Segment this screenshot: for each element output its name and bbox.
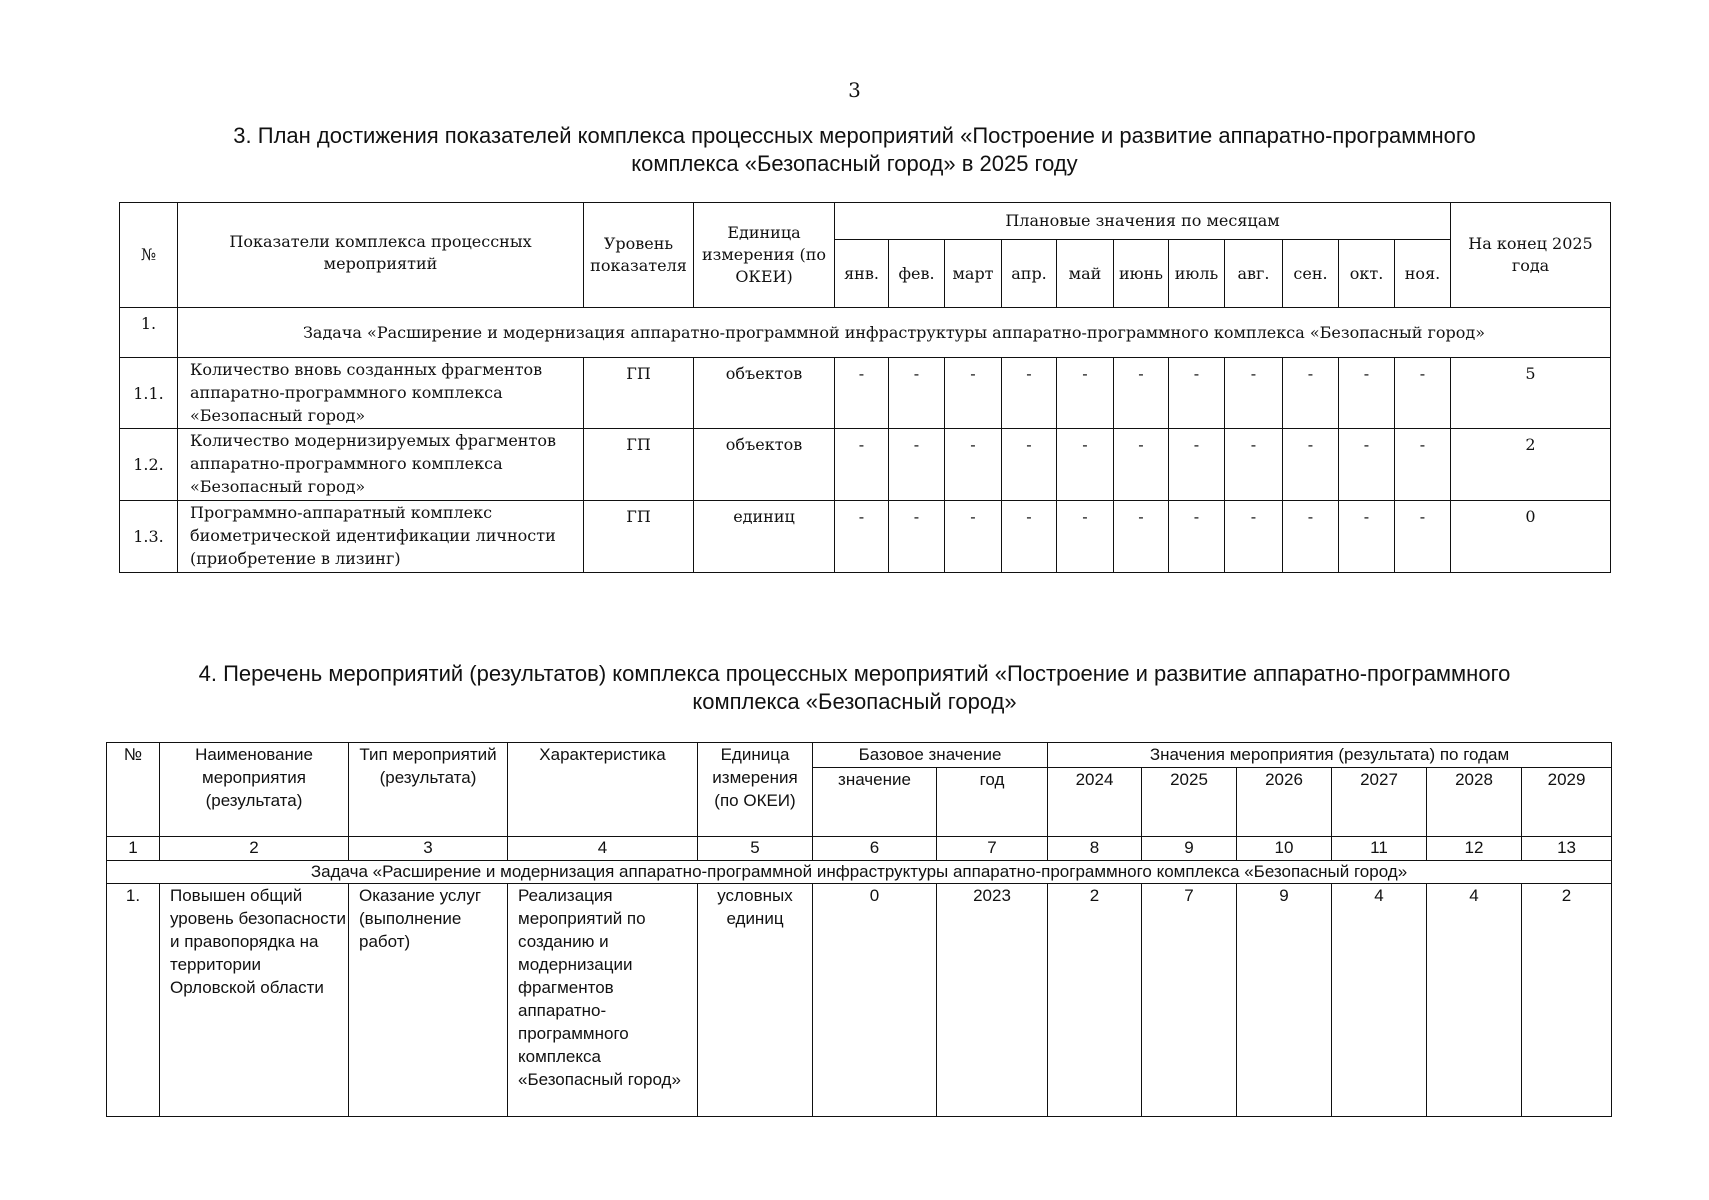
table-row (120, 358, 1611, 429)
row-unit: объектов (694, 429, 835, 501)
row-month-value: - (1395, 429, 1451, 501)
task-row (107, 861, 1612, 884)
column-index-row (107, 837, 1612, 861)
header-month: окт. (1339, 240, 1395, 308)
header-month: март (945, 240, 1002, 308)
row-year-value: 4 (1427, 884, 1522, 1117)
table-row (120, 501, 1611, 573)
row-month-value: - (889, 501, 945, 573)
row-month-value: - (1395, 358, 1451, 429)
row-num: 1.3. (120, 501, 178, 573)
row-name: Программно-аппаратный комплекс биометрической идентификации личности (приобретение в лизинг) (178, 501, 584, 573)
row-num: 1. (107, 884, 160, 1117)
header-year: 2027 (1332, 768, 1427, 837)
row-year-value: 2 (1048, 884, 1142, 1117)
section-4-title-line2: комплекса «Безопасный город» (692, 689, 1017, 714)
header-unit: Единица измерения (по ОКЕИ) (698, 743, 813, 837)
row-month-value: - (1114, 429, 1169, 501)
row-month-value: - (1339, 501, 1395, 573)
row-level: ГП (584, 358, 694, 429)
section-3-title (0, 122, 1709, 178)
header-level: Уровень показателя (584, 203, 694, 308)
row-month-value: - (1283, 501, 1339, 573)
section-4-title (0, 660, 1709, 716)
row-month-value: - (1002, 501, 1057, 573)
row-unit: условных единиц (698, 884, 813, 1117)
row-name: Количество вновь созданных фрагментов аппаратно-программного комплекса «Безопасный город» (178, 358, 584, 429)
task-num: 1. (120, 308, 178, 358)
row-base-year: 2023 (937, 884, 1048, 1117)
row-month-value: - (1169, 501, 1225, 573)
row-month-value: - (1225, 429, 1283, 501)
header-year: 2028 (1427, 768, 1522, 837)
section-3-title-line2: комплекса «Безопасный город» в 2025 году (631, 151, 1078, 176)
header-num: № (107, 743, 160, 837)
col-index: 6 (813, 837, 937, 861)
row-month-value: - (1114, 501, 1169, 573)
row-month-value: - (1114, 358, 1169, 429)
row-month-value: - (1002, 358, 1057, 429)
header-month: май (1057, 240, 1114, 308)
header-base-value: значение (813, 768, 937, 837)
task-text: Задача «Расширение и модернизация аппаратно-программной инфраструктуры аппаратно-программного комплекса «Безопасный город» (178, 308, 1611, 358)
activities-list-table (106, 742, 1612, 1117)
row-end-value: 5 (1451, 358, 1611, 429)
table-row (120, 429, 1611, 501)
header-month: ноя. (1395, 240, 1451, 308)
header-year: 2024 (1048, 768, 1142, 837)
header-month: апр. (1002, 240, 1057, 308)
header-month: июль (1169, 240, 1225, 308)
col-index: 11 (1332, 837, 1427, 861)
row-level: ГП (584, 429, 694, 501)
col-index: 10 (1237, 837, 1332, 861)
row-type: Оказание услуг (выполнение работ) (349, 884, 508, 1117)
header-unit: Единица измерения (по ОКЕИ) (694, 203, 835, 308)
row-month-value: - (835, 358, 889, 429)
row-month-value: - (889, 358, 945, 429)
task-row (120, 308, 1611, 358)
row-month-value: - (889, 429, 945, 501)
row-month-value: - (945, 501, 1002, 573)
row-num: 1.2. (120, 429, 178, 501)
col-index: 9 (1142, 837, 1237, 861)
row-month-value: - (835, 501, 889, 573)
row-year-value: 9 (1237, 884, 1332, 1117)
header-month: фев. (889, 240, 945, 308)
col-index: 4 (508, 837, 698, 861)
page-number: 3 (848, 78, 861, 102)
row-month-value: - (1339, 358, 1395, 429)
row-month-value: - (1283, 429, 1339, 501)
col-index: 7 (937, 837, 1048, 861)
row-month-value: - (1057, 358, 1114, 429)
indicators-plan-table (119, 202, 1611, 573)
row-month-value: - (1057, 501, 1114, 573)
row-month-value: - (1002, 429, 1057, 501)
row-month-value: - (1283, 358, 1339, 429)
header-name: Наименование мероприятия (результата) (160, 743, 349, 837)
row-month-value: - (835, 429, 889, 501)
row-month-value: - (1169, 429, 1225, 501)
header-month: янв. (835, 240, 889, 308)
row-month-value: - (1339, 429, 1395, 501)
header-indicator: Показатели комплекса процессных мероприятий (178, 203, 584, 308)
col-index: 13 (1522, 837, 1612, 861)
row-unit: объектов (694, 358, 835, 429)
row-base-value: 0 (813, 884, 937, 1117)
task-text: Задача «Расширение и модернизация аппаратно-программной инфраструктуры аппаратно-программного комплекса «Безопасный город» (107, 861, 1612, 884)
header-year: 2026 (1237, 768, 1332, 837)
row-month-value: - (1169, 358, 1225, 429)
header-num: № (120, 203, 178, 308)
row-month-value: - (1225, 501, 1283, 573)
row-month-value: - (945, 429, 1002, 501)
row-num: 1.1. (120, 358, 178, 429)
row-name: Повышен общий уровень безопасности и правопорядка на территории Орловской области (160, 884, 349, 1117)
header-end: На конец 2025 года (1451, 203, 1611, 308)
col-index: 2 (160, 837, 349, 861)
col-index: 5 (698, 837, 813, 861)
header-type: Тип мероприятий (результата) (349, 743, 508, 837)
col-index: 3 (349, 837, 508, 861)
header-base: Базовое значение (813, 743, 1048, 768)
row-year-value: 7 (1142, 884, 1237, 1117)
row-level: ГП (584, 501, 694, 573)
section-3-title-line1: 3. План достижения показателей комплекса процессных мероприятий «Построение и развитие аппаратно-программного (233, 123, 1476, 148)
header-base-year: год (937, 768, 1048, 837)
row-end-value: 2 (1451, 429, 1611, 501)
header-characteristic: Характеристика (508, 743, 698, 837)
header-monthly: Плановые значения по месяцам (835, 203, 1451, 240)
row-characteristic: Реализация мероприятий по созданию и модернизации фрагментов аппаратно-программного комплекса «Безопасный город» (508, 884, 698, 1117)
row-month-value: - (1395, 501, 1451, 573)
row-name: Количество модернизируемых фрагментов аппаратно-программного комплекса «Безопасный город» (178, 429, 584, 501)
row-year-value: 4 (1332, 884, 1427, 1117)
row-month-value: - (1057, 429, 1114, 501)
col-index: 12 (1427, 837, 1522, 861)
header-month: авг. (1225, 240, 1283, 308)
header-year: 2025 (1142, 768, 1237, 837)
row-month-value: - (945, 358, 1002, 429)
row-end-value: 0 (1451, 501, 1611, 573)
col-index: 1 (107, 837, 160, 861)
header-year: 2029 (1522, 768, 1612, 837)
row-month-value: - (1225, 358, 1283, 429)
row-unit: единиц (694, 501, 835, 573)
row-year-value: 2 (1522, 884, 1612, 1117)
table-row (107, 884, 1612, 1117)
header-month: июнь (1114, 240, 1169, 308)
header-month: сен. (1283, 240, 1339, 308)
col-index: 8 (1048, 837, 1142, 861)
header-by-years: Значения мероприятия (результата) по годам (1048, 743, 1612, 768)
section-4-title-line1: 4. Перечень мероприятий (результатов) комплекса процессных мероприятий «Построение и развитие аппаратно-программного (198, 661, 1511, 686)
